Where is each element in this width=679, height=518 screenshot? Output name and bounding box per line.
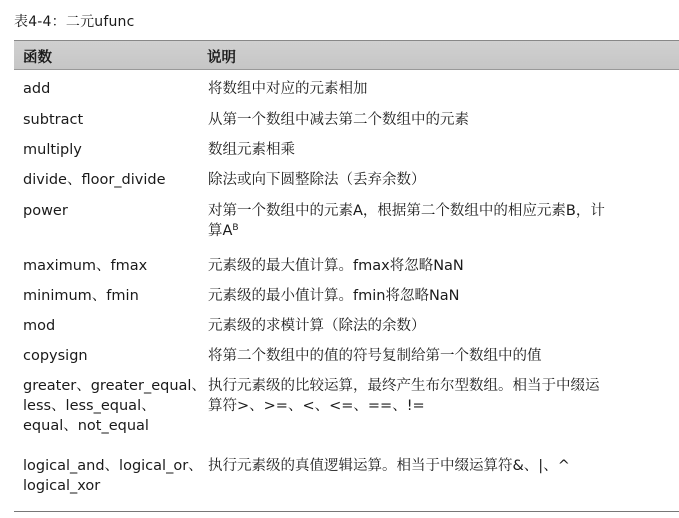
function-name: maximum、fmax [23, 258, 148, 274]
description-line: 算符>、>=、<、<=、==、!= [208, 398, 425, 414]
function-description: 执行元素级的真值逻辑运算。相当于中缀运算符&、|、^ [208, 458, 570, 474]
header-function: 函数 [23, 50, 52, 66]
header-description: 说明 [207, 50, 236, 66]
description-line [208, 221, 605, 241]
superscript: B [232, 223, 239, 233]
function-name: power [23, 203, 68, 219]
function-description: 将第二个数组中的值的符号复制给第一个数组中的值 [208, 348, 542, 364]
function-name [23, 376, 208, 436]
function-name [23, 456, 208, 496]
description-line: 执行元素级的比较运算，最终产生布尔型数组。相当于中缀运 [208, 378, 600, 394]
table-header [14, 40, 679, 70]
function-name: mod [23, 318, 56, 334]
function-line: logical_xor [23, 478, 101, 494]
function-description: 除法或向下圆整除法（丢弃余数） [208, 172, 426, 188]
function-description: 数组元素相乘 [208, 142, 295, 158]
table-caption: 表4-4：二元ufunc [14, 14, 135, 30]
function-description: 将数组中对应的元素相加 [208, 81, 368, 97]
description-line: 对第一个数组中的元素A，根据第二个数组中的相应元素B，计 [208, 203, 605, 219]
function-description [208, 376, 600, 416]
function-name: add [23, 81, 51, 97]
function-name: multiply [23, 142, 82, 158]
table-bottom-rule [14, 511, 679, 512]
function-line: logical_and、logical_or、 [23, 458, 203, 474]
function-line: greater、greater_equal、 [23, 378, 206, 394]
function-description: 元素级的最大值计算。fmax将忽略NaN [208, 258, 464, 274]
description-text: 算A [208, 223, 233, 239]
function-description: 从第一个数组中减去第二个数组中的元素 [208, 112, 469, 128]
ufunc-table [14, 40, 679, 494]
function-name: copysign [23, 348, 88, 364]
function-name: subtract [23, 112, 84, 128]
function-description: 元素级的求模计算（除法的余数） [208, 318, 426, 334]
function-line: equal、not_equal [23, 418, 149, 434]
function-name: divide、floor_divide [23, 172, 166, 188]
function-description: 元素级的最小值计算。fmin将忽略NaN [208, 288, 460, 304]
function-name: minimum、fmin [23, 288, 139, 304]
function-line: less、less_equal、 [23, 398, 156, 414]
function-description [208, 201, 605, 241]
